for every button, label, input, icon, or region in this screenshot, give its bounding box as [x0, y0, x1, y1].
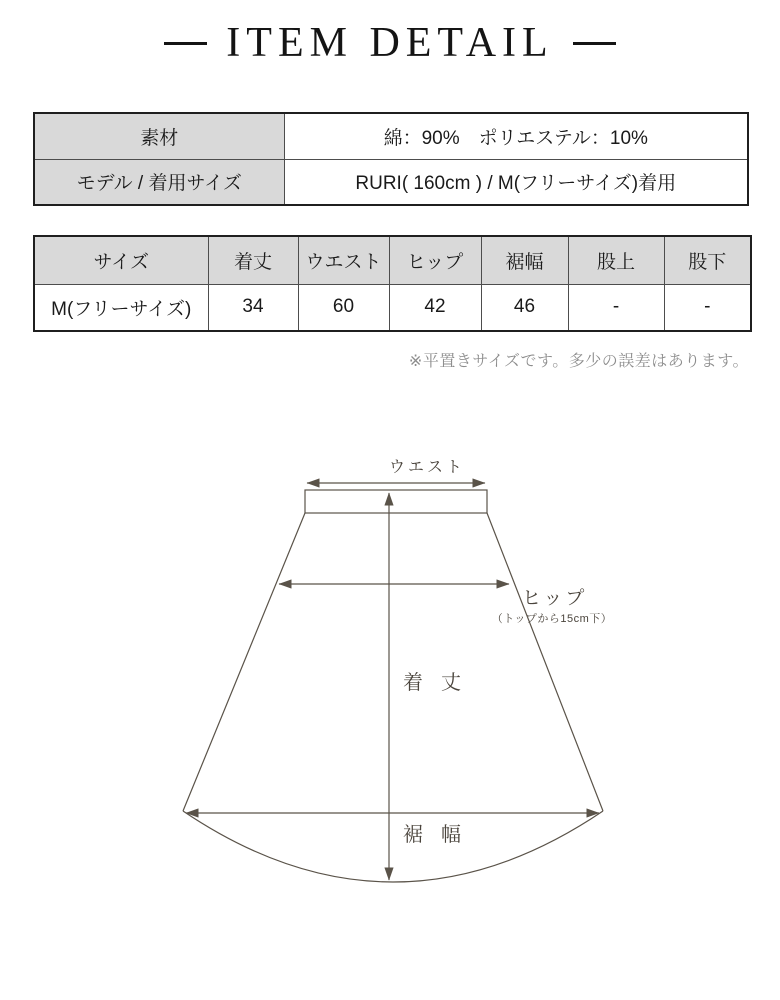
title-rule-left	[164, 42, 207, 45]
size-table	[33, 235, 752, 332]
cell-size-name: M(フリーサイズ)	[34, 284, 208, 331]
spec-value-model-size: RURI( 160cm ) / M(フリーサイズ)着用	[284, 159, 748, 205]
cell-inseam: -	[664, 284, 751, 331]
hem-width-label: 裾幅	[403, 824, 479, 846]
cell-rise: -	[568, 284, 664, 331]
spec-label-model-size: モデル / 着用サイズ	[34, 159, 284, 205]
hip-sub-label: （トップから15cm下）	[491, 613, 613, 625]
skirt-right-edge	[487, 513, 603, 811]
col-header-size: サイズ	[34, 236, 208, 284]
measurement-diagram	[0, 430, 780, 1000]
waist-label: ウエスト	[388, 459, 466, 476]
page-title: ITEM DETAIL	[226, 20, 554, 66]
spec-label-material: 素材	[34, 113, 284, 159]
waistband-outline	[305, 490, 487, 513]
size-table-header-row	[34, 236, 751, 284]
col-header-rise: 股上	[568, 236, 664, 284]
hem-curve	[183, 811, 603, 882]
flat-measurement-note: ※平置きサイズです。多少の誤差はあります。	[408, 353, 749, 370]
title-rule-right	[573, 42, 616, 45]
col-header-length: 着丈	[208, 236, 298, 284]
hip-label: ヒップ	[522, 588, 588, 609]
skirt-left-edge	[183, 513, 305, 811]
cell-waist: 60	[298, 284, 389, 331]
spec-value-material: 綿：90% ポリエステル：10%	[284, 113, 748, 159]
table-row	[34, 159, 748, 205]
section-header	[0, 20, 780, 66]
col-header-waist: ウエスト	[298, 236, 389, 284]
col-header-hip: ヒップ	[389, 236, 481, 284]
cell-hip: 42	[389, 284, 481, 331]
spec-table	[33, 112, 749, 206]
cell-hem-width: 46	[481, 284, 568, 331]
col-header-hem-width: 裾幅	[481, 236, 568, 284]
table-row	[34, 284, 751, 331]
col-header-inseam: 股下	[664, 236, 751, 284]
cell-length: 34	[208, 284, 298, 331]
table-row	[34, 113, 748, 159]
length-label: 着丈	[403, 672, 479, 694]
